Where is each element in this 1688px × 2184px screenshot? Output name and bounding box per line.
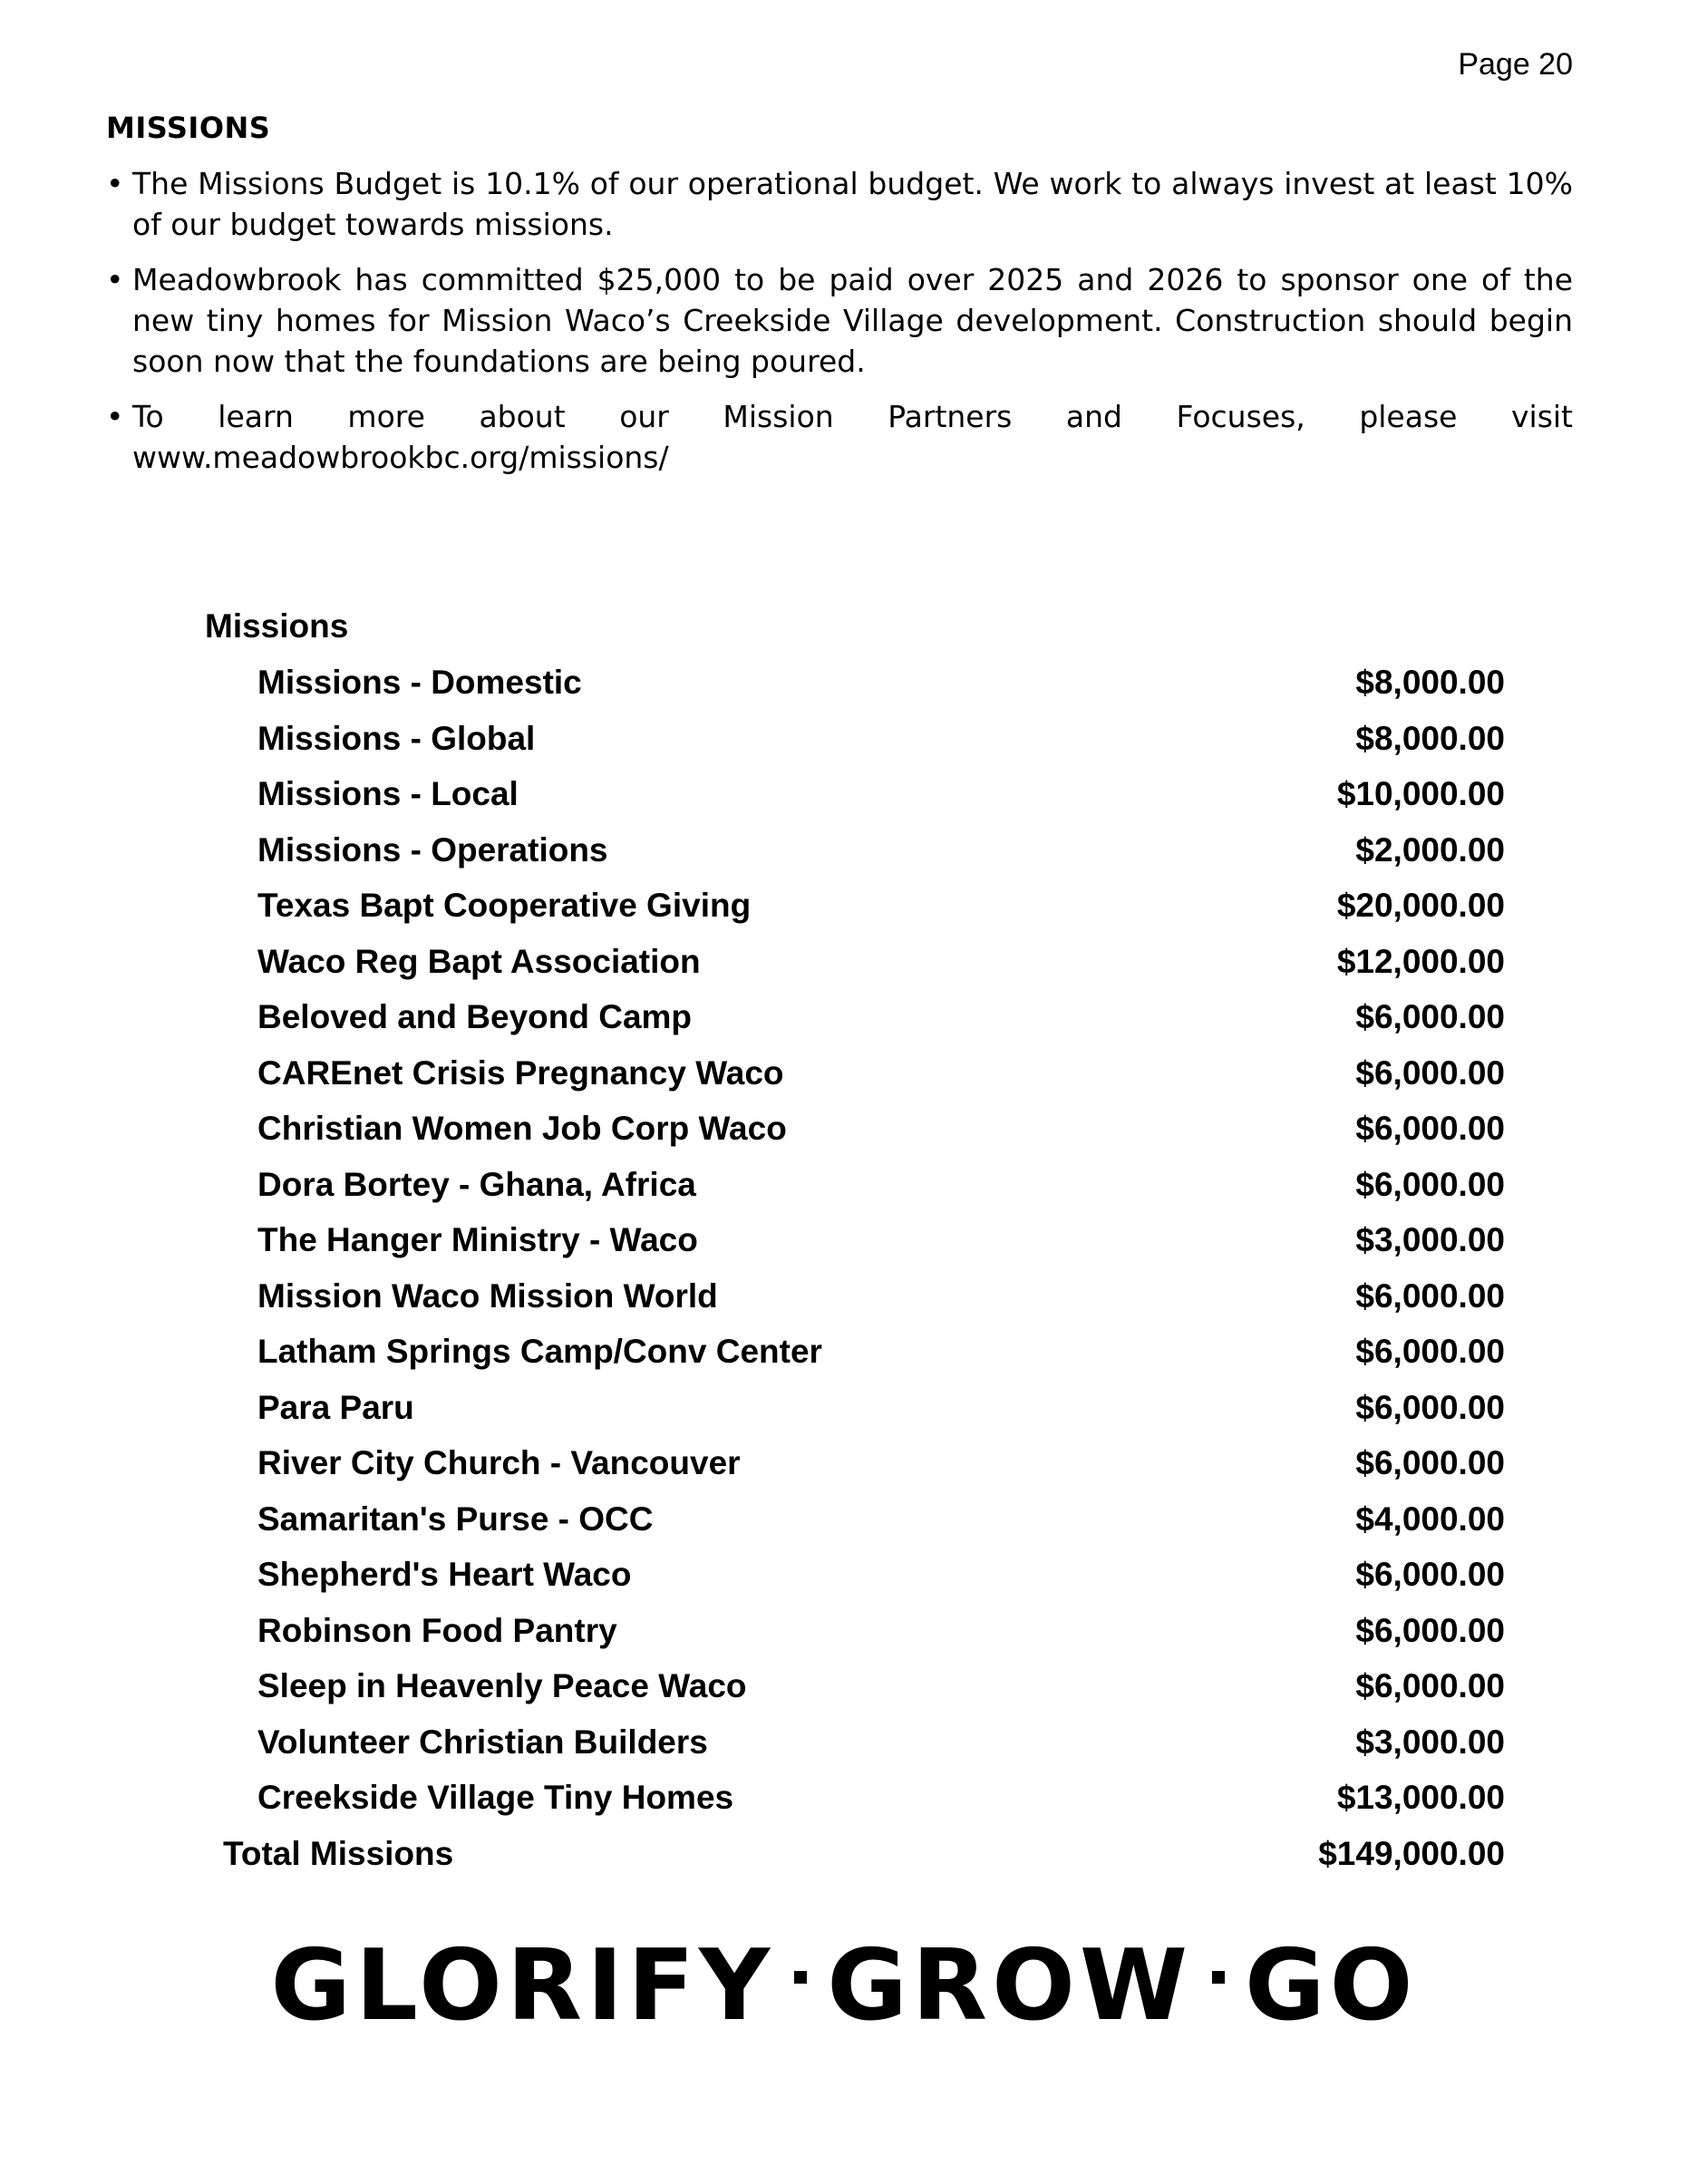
budget-total-row	[205, 1826, 1505, 1882]
bullet-icon: •	[106, 399, 124, 434]
budget-title: Missions	[205, 607, 349, 645]
bullet-icon: •	[106, 262, 124, 297]
budget-table	[205, 598, 1505, 1881]
budget-row	[205, 1547, 1505, 1603]
budget-row-amount: $6,000.00	[1355, 1110, 1505, 1147]
page-number: Page 20	[1458, 47, 1573, 82]
budget-total-amount: $149,000.00	[1318, 1834, 1505, 1872]
budget-row	[205, 1268, 1505, 1325]
budget-row	[205, 1157, 1505, 1213]
budget-row-amount: $8,000.00	[1355, 719, 1505, 757]
budget-row-label: Texas Bapt Cooperative Giving	[257, 887, 752, 924]
budget-row-label: Missions - Local	[257, 775, 519, 812]
budget-row-label: Missions - Operations	[257, 830, 608, 869]
budget-row-amount: $6,000.00	[1355, 1611, 1505, 1649]
bullet-item	[106, 259, 1573, 382]
budget-row-amount: $8,000.00	[1355, 664, 1505, 701]
budget-row-label: Mission Waco Mission World	[257, 1276, 718, 1315]
slogan-word-go: GO	[1245, 1929, 1418, 2043]
budget-row-label: Dora Bortey - Ghana, Africa	[257, 1165, 696, 1203]
budget-row-amount: $10,000.00	[1336, 775, 1505, 812]
budget-row-amount: $13,000.00	[1336, 1779, 1505, 1816]
budget-row	[205, 1045, 1505, 1102]
budget-total-label: Total Missions	[223, 1834, 454, 1872]
budget-row-label: Christian Women Job Corp Waco	[257, 1110, 787, 1147]
budget-row-amount: $2,000.00	[1355, 830, 1505, 869]
budget-row-amount: $12,000.00	[1336, 942, 1505, 980]
bullet-text: The Missions Budget is 10.1% of our operational budget. We work to always invest at least 10% of our budget towards missions.	[132, 166, 1573, 242]
budget-row	[205, 1491, 1505, 1548]
budget-row	[205, 1101, 1505, 1157]
budget-row-amount: $6,000.00	[1355, 998, 1505, 1035]
slogan-word-grow: GROW	[827, 1929, 1193, 2043]
budget-row	[205, 1380, 1505, 1436]
budget-row-label: The Hanger Ministry - Waco	[257, 1221, 698, 1258]
budget-row-label: Missions - Domestic	[257, 664, 582, 701]
budget-row-label: Robinson Food Pantry	[257, 1611, 617, 1649]
budget-row-amount: $6,000.00	[1355, 1388, 1505, 1426]
budget-row	[205, 1714, 1505, 1771]
section-heading: MISSIONS	[106, 111, 271, 145]
budget-row	[205, 1212, 1505, 1268]
budget-row	[205, 1658, 1505, 1714]
budget-row-amount: $6,000.00	[1355, 1165, 1505, 1203]
bullet-item	[106, 163, 1573, 245]
budget-row	[205, 989, 1505, 1045]
dot-separator-icon	[1212, 1971, 1225, 1984]
budget-row-amount: $20,000.00	[1336, 887, 1505, 924]
budget-row	[205, 934, 1505, 990]
budget-row-label: CAREnet Crisis Pregnancy Waco	[257, 1053, 784, 1092]
budget-row-label: Samaritan's Purse - OCC	[257, 1500, 654, 1538]
budget-row-label: Waco Reg Bapt Association	[257, 942, 701, 980]
budget-row-amount: $6,000.00	[1355, 1444, 1505, 1481]
budget-row	[205, 1770, 1505, 1826]
budget-row-amount: $6,000.00	[1355, 1053, 1505, 1092]
bullet-icon: •	[106, 166, 124, 201]
budget-row	[205, 1435, 1505, 1491]
budget-row-amount: $6,000.00	[1355, 1667, 1505, 1704]
budget-row-label: Sleep in Heavenly Peace Waco	[257, 1667, 747, 1704]
bullet-text: To learn more about our Mission Partners and Focuses, please visit www.meadowbrookbc.org/missions/	[132, 399, 1573, 475]
budget-row	[205, 1324, 1505, 1380]
budget-row-label: Shepherd's Heart Waco	[257, 1556, 632, 1593]
budget-row-amount: $6,000.00	[1355, 1276, 1505, 1315]
slogan	[0, 1929, 1688, 2043]
budget-row	[205, 655, 1505, 711]
budget-row	[205, 1603, 1505, 1659]
budget-row-label: River City Church - Vancouver	[257, 1444, 741, 1481]
budget-row-label: Volunteer Christian Builders	[257, 1723, 708, 1761]
budget-row-amount: $6,000.00	[1355, 1333, 1505, 1370]
budget-row-amount: $3,000.00	[1355, 1723, 1505, 1761]
slogan-word-glorify: GLORIFY	[270, 1929, 775, 2043]
budget-row	[205, 711, 1505, 767]
dot-separator-icon	[794, 1971, 807, 1984]
bullet-text: Meadowbrook has committed $25,000 to be paid over 2025 and 2026 to sponsor one of the new tiny homes for Mission Waco’s Creekside Village development. Construction should begin soon now that the foundations are being poured.	[132, 262, 1573, 379]
budget-row-amount: $4,000.00	[1355, 1500, 1505, 1538]
budget-row-label: Creekside Village Tiny Homes	[257, 1779, 734, 1816]
budget-row-label: Missions - Global	[257, 719, 536, 757]
budget-row	[205, 766, 1505, 822]
budget-row-amount: $6,000.00	[1355, 1556, 1505, 1593]
budget-row-label: Para Paru	[257, 1388, 414, 1426]
bullet-list	[106, 163, 1573, 492]
bullet-item	[106, 396, 1573, 478]
budget-row-label: Latham Springs Camp/Conv Center	[257, 1333, 822, 1370]
budget-row	[205, 878, 1505, 934]
budget-row-label: Beloved and Beyond Camp	[257, 998, 693, 1035]
budget-row	[205, 822, 1505, 878]
budget-row-amount: $3,000.00	[1355, 1221, 1505, 1258]
